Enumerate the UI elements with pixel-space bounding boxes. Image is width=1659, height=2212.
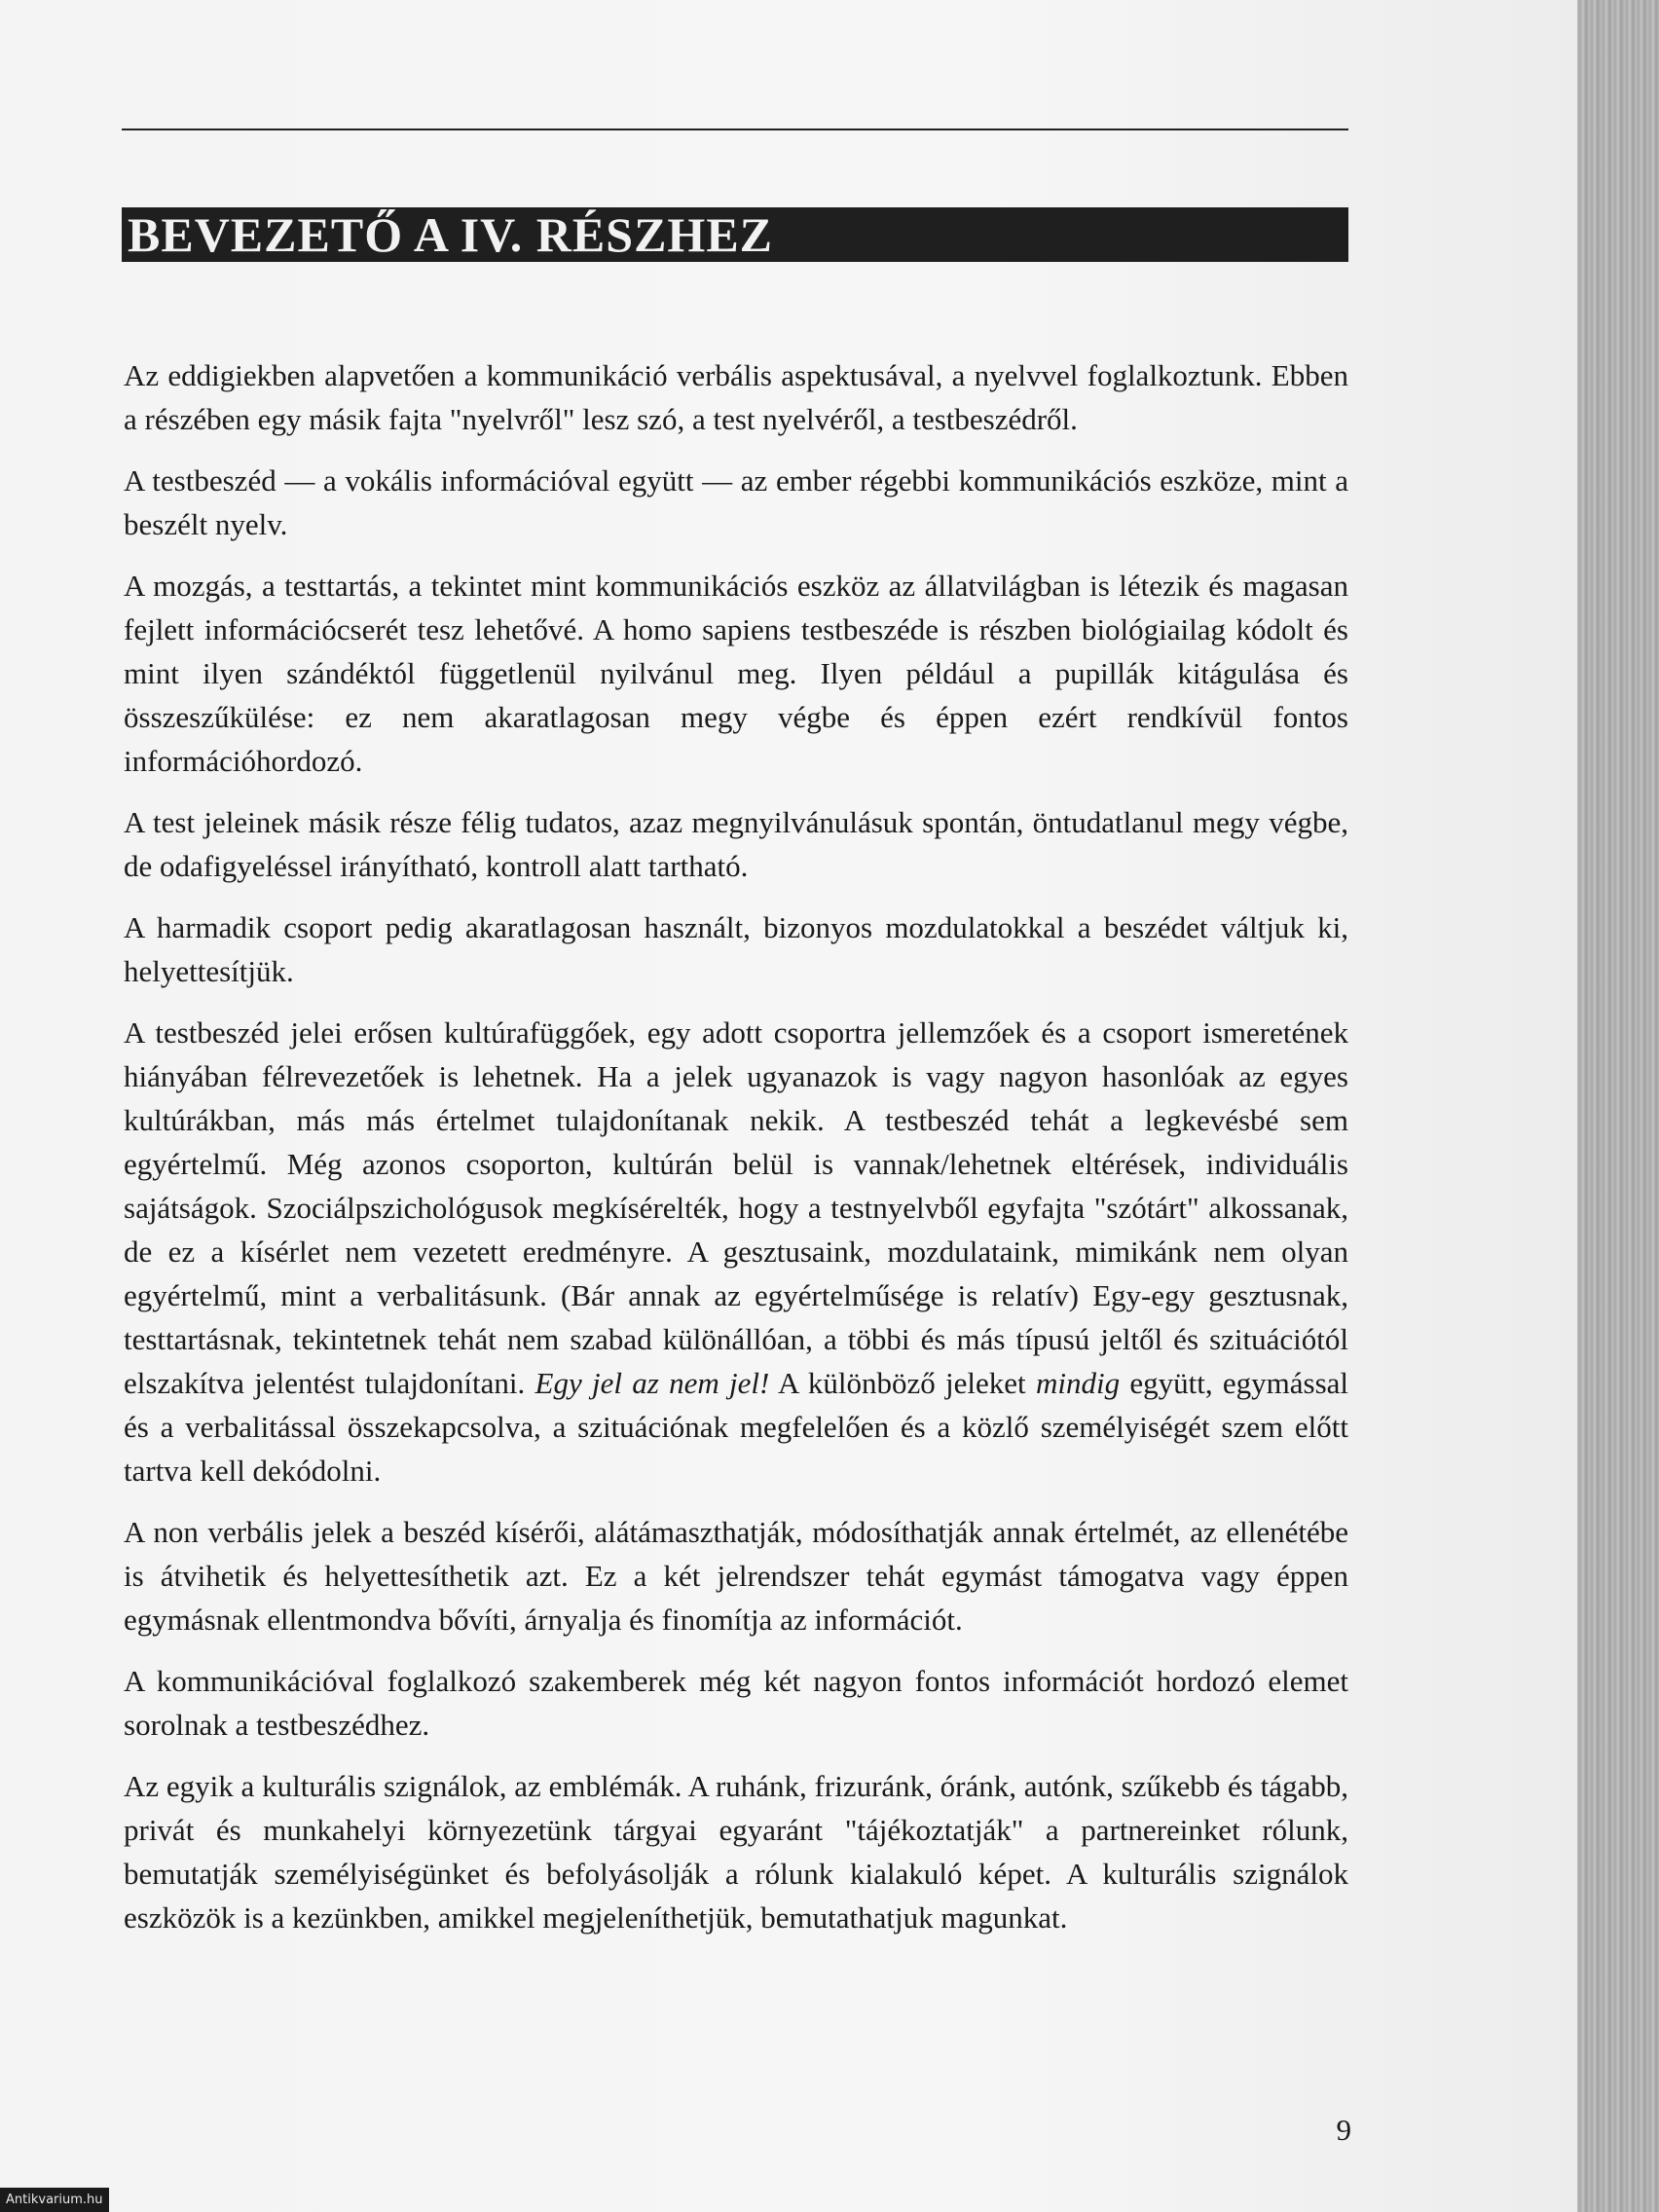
chapter-heading-bar — [122, 207, 1348, 262]
paragraph-3: A mozgás, a testtartás, a tekintet mint kommunikációs eszköz az állatvilágban is létezik és magasan fejlett információcserét tesz lehetővé. A homo sapiens testbeszéde is részben biológiailag kódolt és mint ilyen szándéktól függetlenül nyilvánul meg. Ilyen például a pupillák kitágulása és összeszűkülése: ez nem akaratlagosan megy végbe és éppen ezért rendkívül fontos információhordozó. — [124, 569, 1348, 778]
paragraph-9: Az egyik a kulturális szignálok, az emblémák. A ruhánk, frizuránk, óránk, autónk, szűkebb és tágabb, privát és munkahelyi környezetünk tárgyai egyaránt "tájékoztatják" a partnereinket rólunk, bemutatják személyiségünket és befolyásolják a rólunk kialakuló képet. A kulturális szignálok eszközök is a kezünkben, amikkel megjeleníthetjük, bemutathatjuk magunkat. — [124, 1769, 1348, 1935]
page-number: 9 — [1336, 2113, 1351, 2147]
paragraph-6-text-b: A különböző jeleket — [777, 1366, 1026, 1400]
paragraph-8: A kommunikációval foglalkozó szakemberek még két nagyon fontos információt hordozó elemet sorolnak a testbeszédhez. — [124, 1664, 1348, 1742]
watermark: Antikvarium.hu — [0, 2188, 109, 2212]
paragraph-1: Az eddigiekben alapvetően a kommunikáció verbális aspektusával, a nyelvvel foglalkoztunk. Ebben a részében egy másik fajta "nyelvről" lesz szó, a test nyelvéről, a testbeszédről. — [124, 358, 1348, 436]
paragraph-4: A test jeleinek másik része félig tudatos, azaz megnyilvánulásuk spontán, öntudatlanul megy végbe, de odafigyeléssel irányítható, kontroll alatt tartható. — [124, 805, 1348, 883]
paragraph-6-emphasis-2: mindig — [1035, 1366, 1121, 1400]
paragraph-5: A harmadik csoport pedig akaratlagosan használt, bizonyos mozdulatokkal a beszédet váltjuk ki, helyettesítjük. — [124, 910, 1348, 988]
page-stack-edge — [1577, 0, 1659, 2212]
paragraph-2: A testbeszéd — a vokális információval együtt — az ember régebbi kommunikációs eszköze, mint a beszélt nyelv. — [124, 463, 1348, 541]
paragraph-6-text-c: együtt, egymással és a verbalitással összekapcsolva, a szituációnak megfelelően és a közlő személyiségét szem előtt tartva kell dekódolni. — [124, 1366, 1349, 1488]
paragraph-6-text-a: A testbeszéd jelei erősen kultúrafüggőek, egy adott csoportra jellemzőek és a csoport ismeretének hiányában félrevezetőek is lehetnek. Ha a jelek ugyanazok is vagy nagyon hasonlóak az egyes kultúrákban, más más értelmet tulajdonítanak nekik. A testbeszéd tehát a legkevésbé sem egyértelmű. Még azonos csoporton, kultúrán belül is vannak/lehetnek eltérések, individuális sajátságok. Szociálpszichológusok megkísérelték, hogy a testnyelvből egyfajta "szótárt" alkossanak, de ez a kísérlet nem vezetett eredményre. A gesztusaink, mozdulataink, mimikánk nem olyan egyértelmű, mint a verbalitásunk. (Bár annak az egyértelműsége is relatív) Egy-egy gesztusnak, testtartásnak, tekintetnek tehát nem szabad különállóan, a többi és más típusú jeltől és szituációtól elszakítva jelentést tulajdonítani. — [124, 1015, 1348, 1400]
paragraph-6-emphasis-1: Egy jel az nem jel! — [535, 1366, 770, 1400]
header-rule — [122, 129, 1348, 130]
paragraph-7: A non verbális jelek a beszéd kísérői, alátámaszthatják, módosíthatják annak értelmét, az ellenétébe is átvihetik és helyettesíthetik azt. Ez a két jelrendszer tehát egymást támogatva vagy éppen egymásnak ellentmondva bővíti, árnyalja és finomítja az információt. — [124, 1515, 1348, 1637]
body-text — [124, 353, 1348, 1957]
paragraph-6 — [124, 1011, 1348, 1493]
chapter-heading: BEVEZETŐ A IV. RÉSZHEZ — [128, 207, 774, 262]
